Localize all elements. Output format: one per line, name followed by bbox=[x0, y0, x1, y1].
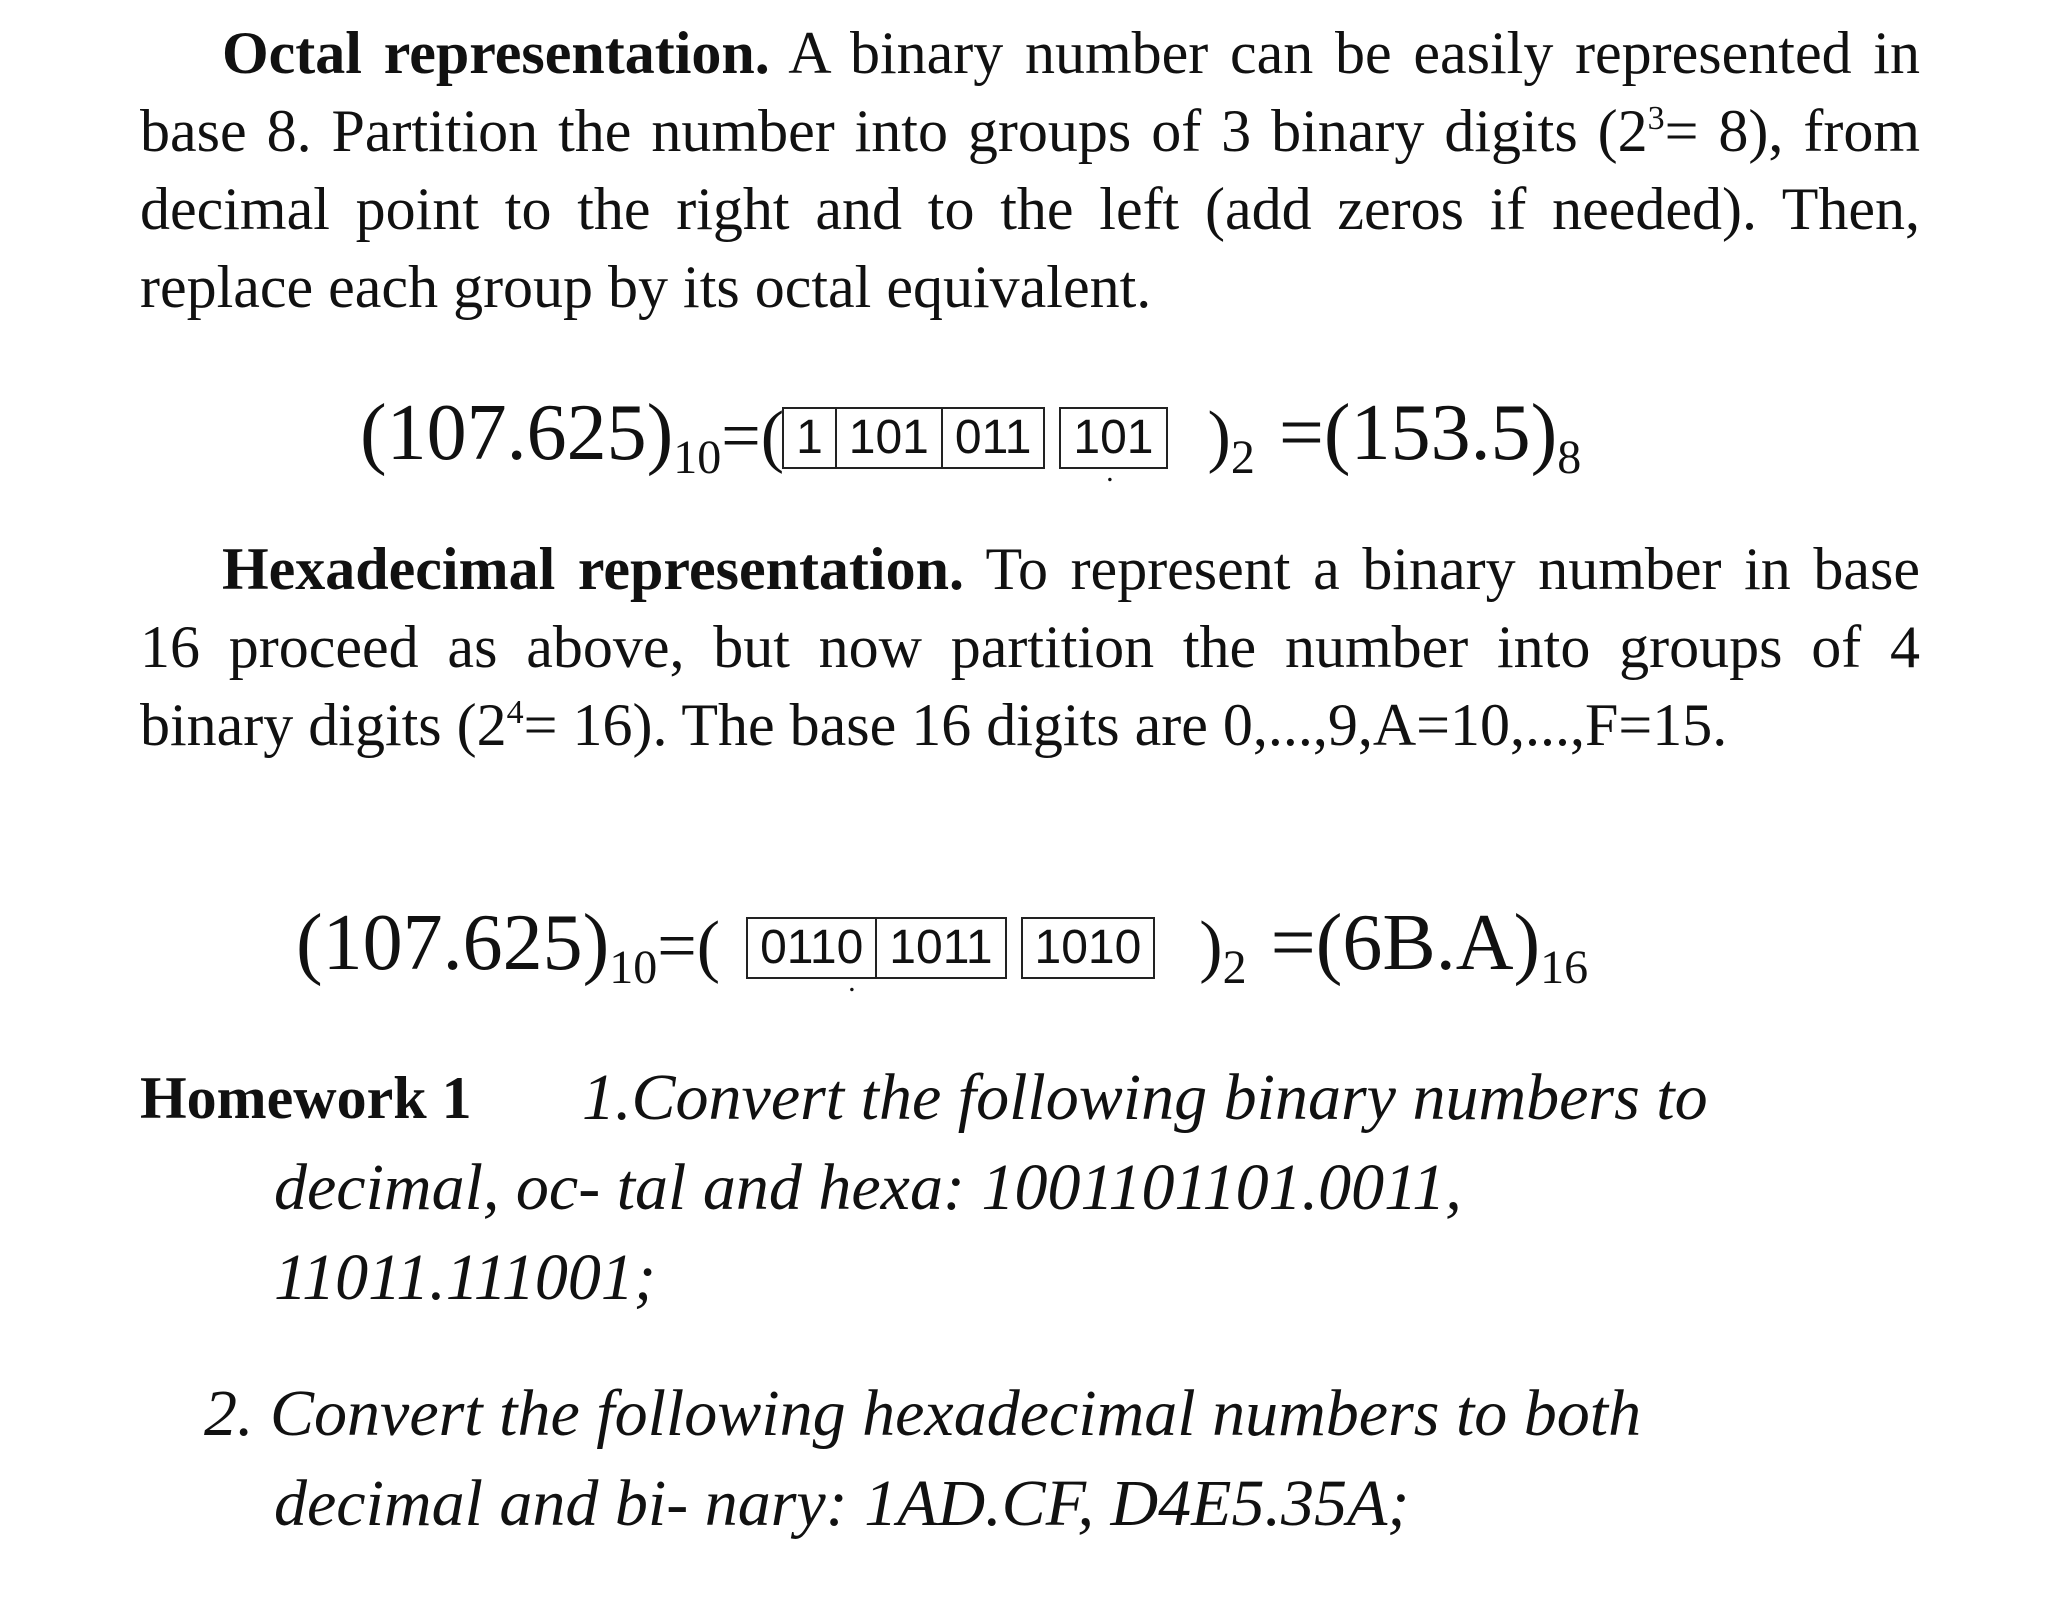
hex-eq-lhs: (107.625) bbox=[296, 899, 610, 987]
octal-group-1: 1 bbox=[782, 407, 837, 469]
hex-decimal-point: . bbox=[848, 965, 856, 998]
octal-eq-rhs-base: 2 bbox=[1230, 431, 1255, 484]
octal-heading: Octal representation. bbox=[222, 20, 770, 86]
octal-eq-open: =( bbox=[721, 398, 785, 475]
homework-item-1-line-2: decimal, oc- tal and hexa: 1001101101.0011, bbox=[274, 1151, 1462, 1224]
hex-bit-groups bbox=[748, 917, 1155, 998]
octal-power: 3 bbox=[1647, 100, 1665, 137]
hex-eq-rhs-base: 2 bbox=[1222, 941, 1247, 994]
hex-eq-lhs-base: 10 bbox=[609, 941, 658, 994]
hex-eq-close: ) bbox=[1199, 908, 1223, 985]
homework-item-1-line-3: 11011.111001; bbox=[274, 1241, 656, 1314]
octal-eq-lhs-base: 10 bbox=[673, 431, 722, 484]
hex-power: 4 bbox=[506, 694, 524, 731]
octal-paragraph bbox=[140, 14, 1920, 326]
hex-group-1: 0110 bbox=[746, 917, 877, 979]
homework-item-2-line-1: 2. Convert the following hexadecimal numbers to both bbox=[204, 1377, 1642, 1450]
octal-group-2: 101 bbox=[835, 407, 943, 469]
homework-label-text: Homework 1 bbox=[140, 1065, 472, 1131]
octal-group-4: 101 bbox=[1059, 407, 1167, 469]
hex-heading: Hexadecimal representation. bbox=[222, 536, 964, 602]
octal-bit-groups bbox=[784, 407, 1167, 488]
hex-group-3: 1010 bbox=[1021, 917, 1156, 979]
octal-eq-close: ) bbox=[1207, 398, 1231, 475]
hex-text-1: To represent a binary number in base 16 proceed as above, but now partition the number into groups of 4 binary digits (2 bbox=[140, 536, 1921, 758]
hex-equation bbox=[296, 898, 1589, 998]
hex-group-2: 1011 bbox=[875, 917, 1006, 979]
octal-eq-lhs: (107.625) bbox=[360, 389, 674, 477]
homework-label bbox=[140, 1054, 472, 1142]
hex-text-2: = 16). The base 16 digits are 0,...,9,A=10,...,F=15. bbox=[523, 692, 1728, 758]
octal-group-3: 011 bbox=[941, 407, 1046, 469]
hex-paragraph bbox=[140, 530, 1920, 764]
octal-equation bbox=[360, 388, 1582, 488]
hex-eq-result-base: 16 bbox=[1540, 941, 1589, 994]
hex-eq-open: =( bbox=[657, 908, 721, 985]
octal-text-1: A binary number can be easily represented in base 8. Partition the number into groups of 3 binary digits (2 bbox=[140, 20, 1920, 164]
octal-text-2: = 8), from decimal point to the right and to the left (add zeros if needed). Then, replace each group by its octal equivalent. bbox=[140, 98, 1921, 320]
octal-eq-result: =(153.5) bbox=[1278, 389, 1558, 477]
octal-decimal-point: . bbox=[1106, 455, 1114, 488]
hex-eq-result: =(6B.A) bbox=[1270, 899, 1541, 987]
homework-item-2-line-2: decimal and bi- nary: 1AD.CF, D4E5.35A; bbox=[274, 1467, 1410, 1540]
octal-eq-result-base: 8 bbox=[1557, 431, 1582, 484]
homework-item-1-line-1: 1.Convert the following binary numbers to bbox=[582, 1061, 1708, 1134]
